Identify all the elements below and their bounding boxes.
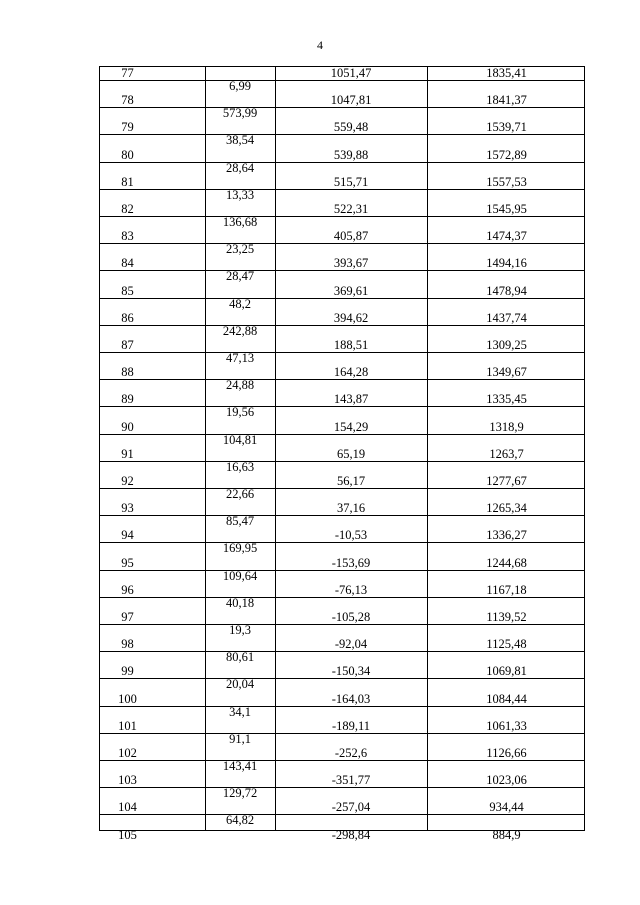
row-number-cell: 100 — [118, 691, 137, 706]
value-3-cell: 1277,67 — [486, 474, 527, 488]
row-number-cell: 86 — [121, 310, 134, 325]
row-divider — [100, 706, 584, 707]
row-number-cell: 84 — [121, 256, 134, 271]
value-2-cell: 143,87 — [333, 392, 369, 407]
row-number-cell: 89 — [121, 392, 134, 407]
value-2-cell: 393,67 — [333, 256, 369, 271]
value-2-cell: -105,28 — [331, 610, 371, 624]
row-number-cell: 80 — [121, 147, 134, 162]
value-3-cell: 1265,34 — [486, 501, 527, 516]
row-divider — [100, 107, 584, 108]
row-divider — [100, 352, 584, 353]
row-number-cell: 99 — [121, 664, 134, 679]
row-divider — [100, 434, 584, 435]
row-divider — [100, 515, 584, 516]
row-number-cell: 79 — [121, 120, 134, 135]
value-3-cell: 934,44 — [489, 800, 524, 815]
value-3-cell: 1572,89 — [486, 147, 527, 162]
value-1-cell: 104,81 — [222, 432, 258, 447]
value-2-cell: 164,28 — [333, 365, 369, 380]
row-divider — [100, 678, 584, 679]
row-divider — [100, 787, 584, 788]
row-divider — [100, 488, 584, 489]
row-number-cell: 101 — [118, 718, 137, 733]
row-number-cell: 78 — [121, 93, 134, 108]
value-1-cell: 16,63 — [225, 459, 255, 474]
row-divider — [100, 270, 584, 271]
value-3-cell: 1244,68 — [486, 555, 527, 570]
row-number-cell: 82 — [121, 202, 134, 216]
value-3-cell: 1263,7 — [489, 446, 524, 461]
value-2-cell: -92,04 — [334, 637, 368, 652]
value-2-cell: -150,34 — [331, 664, 371, 679]
value-3-cell: 1126,66 — [486, 746, 527, 760]
row-divider — [100, 570, 584, 571]
value-2-cell: 37,16 — [336, 501, 366, 516]
value-2-cell: 515,71 — [333, 174, 369, 189]
row-divider — [100, 461, 584, 462]
row-number-cell: 97 — [121, 610, 134, 624]
row-divider — [100, 298, 584, 299]
row-number-cell: 87 — [121, 338, 134, 352]
value-1-cell: 80,61 — [225, 650, 255, 665]
value-3-cell: 1084,44 — [486, 691, 527, 706]
value-2-cell: 56,17 — [336, 474, 366, 488]
value-3-cell: 1437,74 — [486, 310, 527, 325]
row-number-cell: 98 — [121, 637, 134, 652]
value-2-cell: 394,62 — [333, 310, 369, 325]
row-divider — [100, 733, 584, 734]
value-3-cell: 1336,27 — [486, 528, 527, 543]
value-1-cell: 6,99 — [229, 79, 251, 93]
row-divider — [100, 243, 584, 244]
value-2-cell: -252,6 — [334, 746, 368, 760]
row-divider — [100, 597, 584, 598]
value-2-cell: 522,31 — [333, 202, 369, 216]
value-2-cell: 65,19 — [336, 446, 366, 461]
value-2-cell: -10,53 — [334, 528, 368, 543]
row-number-cell: 105 — [118, 827, 137, 842]
value-1-cell: 13,33 — [225, 187, 255, 202]
value-1-cell: 64,82 — [225, 813, 255, 828]
value-3-cell: 1061,33 — [486, 718, 527, 733]
value-2-cell: 539,88 — [333, 147, 369, 162]
row-divider — [100, 651, 584, 652]
row-divider — [100, 134, 584, 135]
value-1-cell: 109,64 — [222, 568, 258, 583]
row-number-cell: 103 — [118, 773, 137, 788]
value-1-cell: 573,99 — [222, 106, 258, 121]
value-3-cell: 1841,37 — [486, 93, 527, 108]
value-2-cell: -189,11 — [331, 718, 371, 733]
row-number-cell: 88 — [121, 365, 134, 380]
row-divider — [100, 624, 584, 625]
value-3-cell: 1125,48 — [486, 637, 527, 652]
value-3-cell: 884,9 — [492, 827, 521, 842]
value-1-cell: 19,56 — [225, 405, 255, 420]
row-number-cell: 102 — [118, 746, 137, 760]
value-1-cell: 242,88 — [222, 323, 258, 338]
value-1-cell: 23,25 — [225, 242, 255, 257]
value-1-cell: 136,68 — [222, 215, 258, 229]
value-3-cell: 1478,94 — [486, 283, 527, 298]
value-3-cell: 1167,18 — [486, 582, 527, 597]
value-3-cell: 1835,41 — [486, 66, 527, 80]
value-3-cell: 1023,06 — [486, 773, 527, 788]
row-number-cell: 81 — [121, 174, 134, 189]
value-3-cell: 1557,53 — [486, 174, 527, 189]
value-3-cell: 1474,37 — [486, 229, 527, 244]
row-number-cell: 85 — [121, 283, 134, 298]
value-3-cell: 1494,16 — [486, 256, 527, 271]
row-number-cell: 92 — [121, 474, 134, 488]
row-number-cell: 91 — [121, 446, 134, 461]
value-2-cell: 405,87 — [333, 229, 369, 244]
value-1-cell: 38,54 — [225, 133, 255, 148]
value-2-cell: -164,03 — [331, 691, 371, 706]
value-2-cell: 1047,81 — [330, 93, 372, 108]
value-1-cell: 20,04 — [225, 677, 255, 692]
row-divider — [100, 814, 584, 815]
row-divider — [100, 379, 584, 380]
value-2-cell: 559,48 — [333, 120, 369, 135]
value-2-cell: -153,69 — [331, 555, 371, 570]
row-divider — [100, 406, 584, 407]
value-2-cell: 188,51 — [333, 338, 369, 352]
row-divider — [100, 80, 584, 81]
value-1-cell: 24,88 — [225, 378, 255, 393]
row-number-cell: 104 — [118, 800, 137, 815]
page-number: 4 — [317, 38, 323, 52]
value-3-cell: 1539,71 — [486, 120, 527, 135]
value-1-cell: 34,1 — [229, 704, 251, 719]
value-1-cell: 28,47 — [225, 269, 255, 284]
row-divider — [100, 325, 584, 326]
value-1-cell: 169,95 — [222, 541, 258, 556]
value-2-cell: -298,84 — [331, 827, 371, 842]
data-table — [99, 66, 585, 842]
row-divider — [100, 216, 584, 217]
value-2-cell: 1051,47 — [330, 66, 372, 80]
value-3-cell: 1349,67 — [486, 365, 527, 380]
row-number-cell: 94 — [121, 528, 134, 543]
value-1-cell: 129,72 — [222, 786, 258, 801]
row-divider — [100, 542, 584, 543]
value-3-cell: 1069,81 — [486, 664, 527, 679]
value-1-cell: 143,41 — [222, 759, 258, 773]
row-number-cell: 77 — [121, 66, 134, 80]
value-2-cell: 154,29 — [333, 419, 369, 434]
value-3-cell: 1335,45 — [486, 392, 527, 407]
row-divider — [100, 760, 584, 761]
value-1-cell: 40,18 — [225, 595, 255, 610]
row-number-cell: 83 — [121, 229, 134, 244]
value-3-cell: 1139,52 — [486, 610, 527, 624]
value-1-cell: 22,66 — [225, 487, 255, 501]
row-number-cell: 90 — [121, 419, 134, 434]
row-number-cell: 96 — [121, 582, 134, 597]
value-1-cell: 85,47 — [225, 514, 255, 529]
row-divider — [100, 189, 584, 190]
row-number-cell: 95 — [121, 555, 134, 570]
value-1-cell: 47,13 — [225, 351, 255, 365]
value-2-cell: -257,04 — [331, 800, 371, 815]
value-3-cell: 1545,95 — [486, 202, 527, 216]
value-3-cell: 1318,9 — [489, 419, 524, 434]
value-2-cell: 369,61 — [333, 283, 369, 298]
value-1-cell: 48,2 — [229, 296, 251, 311]
value-2-cell: -76,13 — [334, 582, 368, 597]
value-1-cell: 91,1 — [229, 731, 251, 746]
value-2-cell: -351,77 — [331, 773, 371, 788]
value-1-cell: 28,64 — [225, 160, 255, 175]
value-3-cell: 1309,25 — [486, 338, 527, 352]
row-number-cell: 93 — [121, 501, 134, 516]
row-divider — [100, 162, 584, 163]
value-1-cell: 19,3 — [229, 623, 251, 637]
